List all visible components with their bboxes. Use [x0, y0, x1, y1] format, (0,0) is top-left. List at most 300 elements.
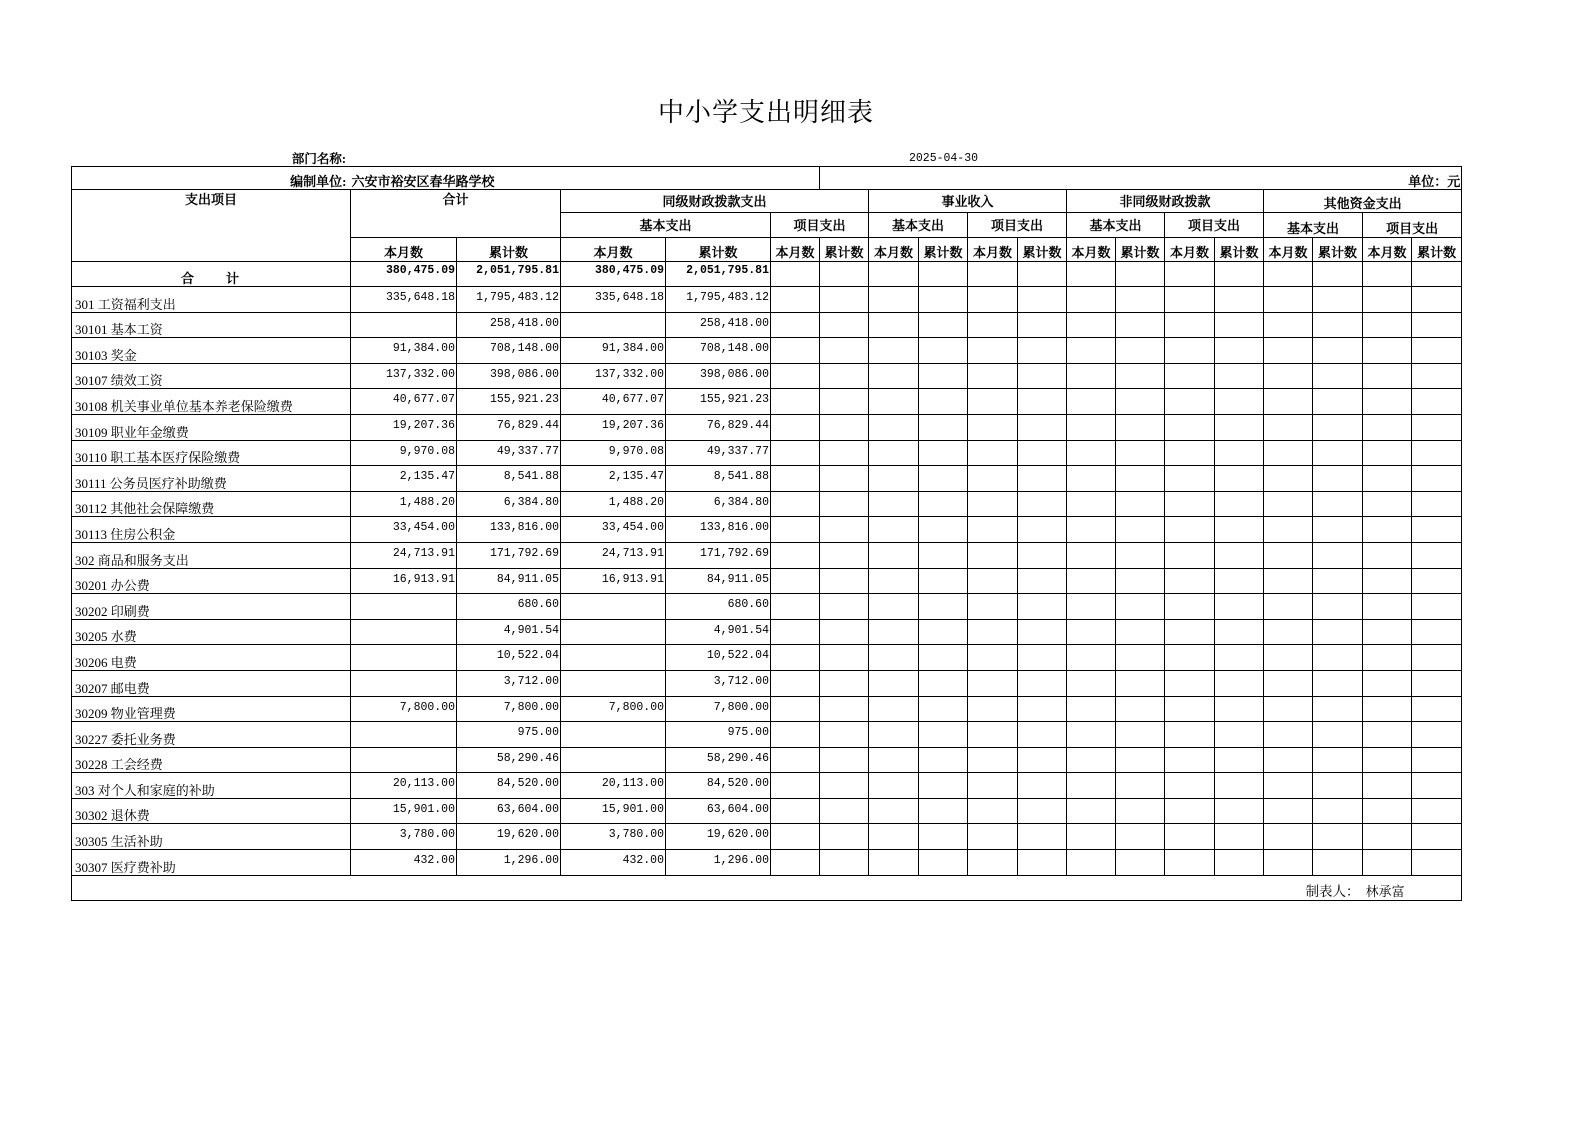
empty-cell	[919, 542, 968, 568]
preparer-label: 制表人：	[1305, 883, 1360, 899]
empty-cell	[968, 619, 1018, 645]
empty-cell	[820, 619, 869, 645]
empty-cell	[919, 594, 968, 620]
empty-cell	[1363, 363, 1412, 389]
row-label: 30112 其他社会保障缴费	[72, 491, 351, 517]
empty-cell	[1116, 696, 1165, 722]
total-month-value: 91,384.00	[351, 338, 457, 364]
empty-cell	[1067, 747, 1116, 773]
empty-cell	[919, 773, 968, 799]
empty-cell	[1264, 850, 1313, 876]
empty-cell	[771, 262, 820, 287]
empty-cell	[1313, 645, 1363, 671]
same-level-basic-cumulative-value: 1,296.00	[666, 850, 771, 876]
same-level-basic-cumulative-value: 3,712.00	[666, 670, 771, 696]
empty-cell	[1412, 850, 1462, 876]
header-same-level-project: 项目支出	[771, 213, 869, 238]
empty-cell	[1363, 440, 1412, 466]
total-month-value: 20,113.00	[351, 773, 457, 799]
empty-cell	[869, 287, 919, 313]
row-label: 30201 办公费	[72, 568, 351, 594]
table-row	[72, 619, 1462, 645]
total-month-value	[351, 645, 457, 671]
empty-cell	[1018, 414, 1067, 440]
same-level-basic-month-value: 33,454.00	[561, 517, 666, 543]
empty-cell	[820, 287, 869, 313]
empty-cell	[1215, 824, 1264, 850]
empty-cell	[1215, 287, 1264, 313]
empty-cell	[820, 568, 869, 594]
empty-cell	[1313, 594, 1363, 620]
total-month-value: 19,207.36	[351, 414, 457, 440]
table-row	[72, 312, 1462, 338]
empty-cell	[1412, 287, 1462, 313]
row-label: 30227 委托业务费	[72, 722, 351, 748]
empty-cell	[771, 338, 820, 364]
empty-cell	[1018, 722, 1067, 748]
total-cumulative-value: 2,051,795.81	[457, 262, 561, 287]
empty-cell	[1412, 645, 1462, 671]
empty-cell	[1018, 363, 1067, 389]
empty-cell	[1165, 389, 1215, 415]
empty-cell	[919, 670, 968, 696]
empty-cell	[1412, 722, 1462, 748]
empty-cell	[1313, 466, 1363, 492]
same-level-basic-cumulative-value: 10,522.04	[666, 645, 771, 671]
total-cumulative-value: 708,148.00	[457, 338, 561, 364]
total-month-value: 40,677.07	[351, 389, 457, 415]
empty-cell	[968, 287, 1018, 313]
empty-cell	[1313, 262, 1363, 287]
empty-cell	[1116, 338, 1165, 364]
empty-cell	[869, 619, 919, 645]
empty-cell	[1313, 363, 1363, 389]
same-level-basic-cumulative-value: 8,541.88	[666, 466, 771, 492]
empty-cell	[1363, 747, 1412, 773]
empty-cell	[771, 363, 820, 389]
empty-cell	[1116, 850, 1165, 876]
empty-cell	[869, 517, 919, 543]
empty-cell	[1412, 312, 1462, 338]
empty-cell	[1067, 722, 1116, 748]
empty-cell	[1067, 312, 1116, 338]
row-label: 302 商品和服务支出	[72, 542, 351, 568]
empty-cell	[1215, 517, 1264, 543]
empty-cell	[1165, 824, 1215, 850]
preparer-label-cell	[1305, 875, 1363, 900]
total-cumulative-value: 84,911.05	[457, 568, 561, 594]
same-level-basic-cumulative-value: 155,921.23	[666, 389, 771, 415]
table-row	[72, 389, 1462, 415]
same-level-basic-cumulative-value: 4,901.54	[666, 619, 771, 645]
empty-cell	[771, 798, 820, 824]
empty-cell	[1067, 645, 1116, 671]
empty-cell	[1264, 287, 1313, 313]
empty-cell	[1363, 722, 1412, 748]
empty-cell	[1313, 747, 1363, 773]
empty-cell	[1363, 491, 1412, 517]
empty-cell	[1313, 542, 1363, 568]
table-row	[72, 850, 1462, 876]
empty-cell	[1264, 363, 1313, 389]
total-cumulative-value: 4,901.54	[457, 619, 561, 645]
empty-cell	[1363, 670, 1412, 696]
empty-cell	[869, 798, 919, 824]
empty-cell	[919, 389, 968, 415]
empty-cell	[869, 542, 919, 568]
row-label: 30108 机关事业单位基本养老保险缴费	[72, 389, 351, 415]
empty-cell	[1264, 312, 1313, 338]
empty-cell	[1165, 491, 1215, 517]
empty-cell	[1412, 824, 1462, 850]
empty-cell	[1018, 517, 1067, 543]
empty-cell	[968, 491, 1018, 517]
total-month-value	[351, 670, 457, 696]
empty-cell	[1215, 568, 1264, 594]
empty-cell	[968, 466, 1018, 492]
department-label: 部门名称:	[291, 152, 346, 166]
empty-cell	[1067, 798, 1116, 824]
table-row	[72, 670, 1462, 696]
empty-cell	[1067, 491, 1116, 517]
empty-cell	[771, 645, 820, 671]
empty-cell	[1116, 619, 1165, 645]
empty-cell	[820, 824, 869, 850]
empty-cell	[1264, 491, 1313, 517]
empty-cell	[1264, 338, 1313, 364]
empty-cell	[1215, 850, 1264, 876]
same-level-basic-month-value: 432.00	[561, 850, 666, 876]
table-row	[72, 645, 1462, 671]
table-row	[72, 414, 1462, 440]
row-label: 30209 物业管理费	[72, 696, 351, 722]
preparer-label-clip	[1305, 883, 1360, 900]
empty-cell	[1313, 670, 1363, 696]
empty-cell	[1363, 466, 1412, 492]
empty-cell	[919, 798, 968, 824]
empty-cell	[1215, 262, 1264, 287]
table-row	[72, 824, 1462, 850]
empty-cell	[1412, 517, 1462, 543]
empty-cell	[1363, 850, 1412, 876]
empty-cell	[1018, 287, 1067, 313]
business-basic-month-header: 本月数	[869, 238, 919, 262]
empty-cell	[1116, 466, 1165, 492]
empty-cell	[869, 747, 919, 773]
empty-cell	[1215, 645, 1264, 671]
same-level-basic-month-value: 3,780.00	[561, 824, 666, 850]
empty-cell	[1313, 389, 1363, 415]
empty-cell	[1067, 670, 1116, 696]
empty-cell	[1116, 363, 1165, 389]
empty-cell	[1067, 363, 1116, 389]
same-level-basic-month-value	[561, 312, 666, 338]
empty-cell	[1412, 338, 1462, 364]
total-month-value: 33,454.00	[351, 517, 457, 543]
empty-cell	[820, 338, 869, 364]
empty-cell	[869, 670, 919, 696]
same-level-basic-month-value: 16,913.91	[561, 568, 666, 594]
empty-cell	[919, 363, 968, 389]
report-title: 中小学支出明细表	[657, 98, 874, 127]
empty-cell	[869, 568, 919, 594]
empty-cell	[1313, 850, 1363, 876]
same-level-basic-cumulative-value: 63,604.00	[666, 798, 771, 824]
empty-cell	[1264, 594, 1313, 620]
empty-cell	[1363, 312, 1412, 338]
empty-cell	[869, 414, 919, 440]
empty-cell	[1412, 747, 1462, 773]
empty-cell	[820, 747, 869, 773]
empty-cell	[1165, 594, 1215, 620]
empty-cell	[771, 542, 820, 568]
total-month-value: 15,901.00	[351, 798, 457, 824]
empty-cell	[1363, 568, 1412, 594]
total-month-value: 24,713.91	[351, 542, 457, 568]
total-month-value	[351, 312, 457, 338]
empty-cell	[1116, 542, 1165, 568]
total-cumulative-header: 累计数	[457, 238, 561, 262]
table-row	[72, 491, 1462, 517]
empty-cell	[1264, 517, 1313, 543]
business-project-month-header: 本月数	[968, 238, 1018, 262]
same-level-basic-month-value	[561, 645, 666, 671]
business-project-cumulative-header: 累计数	[1018, 238, 1067, 262]
empty-cell	[1412, 491, 1462, 517]
table-row	[72, 747, 1462, 773]
same-level-basic-cumulative-value: 171,792.69	[666, 542, 771, 568]
empty-cell	[1165, 466, 1215, 492]
empty-cell	[1018, 773, 1067, 799]
empty-cell	[1264, 798, 1313, 824]
empty-cell	[1313, 517, 1363, 543]
total-month-value: 380,475.09	[351, 262, 457, 287]
total-month-value	[351, 747, 457, 773]
empty-cell	[1067, 287, 1116, 313]
empty-cell	[1018, 619, 1067, 645]
empty-cell	[869, 363, 919, 389]
empty-cell	[820, 722, 869, 748]
same-level-basic-cumulative-value: 19,620.00	[666, 824, 771, 850]
empty-cell	[968, 338, 1018, 364]
empty-cell	[1165, 262, 1215, 287]
empty-cell	[1412, 670, 1462, 696]
empty-cell	[1412, 542, 1462, 568]
total-cumulative-value: 49,337.77	[457, 440, 561, 466]
empty-cell	[919, 491, 968, 517]
empty-cell	[1313, 440, 1363, 466]
empty-cell	[1067, 696, 1116, 722]
empty-cell	[1018, 338, 1067, 364]
empty-cell	[771, 287, 820, 313]
empty-cell	[968, 798, 1018, 824]
empty-cell	[820, 696, 869, 722]
empty-cell	[820, 542, 869, 568]
total-cumulative-value: 398,086.00	[457, 363, 561, 389]
row-label: 30307 医疗费补助	[72, 850, 351, 876]
table-row	[72, 363, 1462, 389]
empty-cell	[1264, 773, 1313, 799]
header-group-same-level-appropriation: 同级财政拨款支出	[561, 190, 869, 213]
empty-cell	[771, 773, 820, 799]
row-label: 30109 职业年金缴费	[72, 414, 351, 440]
empty-cell	[1116, 440, 1165, 466]
currency-unit: 单位：元	[820, 167, 1462, 190]
empty-cell	[869, 338, 919, 364]
empty-cell	[1313, 696, 1363, 722]
empty-cell	[820, 312, 869, 338]
same-level-basic-month-value: 91,384.00	[561, 338, 666, 364]
empty-cell	[1215, 619, 1264, 645]
empty-cell	[1067, 389, 1116, 415]
empty-cell	[869, 696, 919, 722]
header-non-same-level-project: 项目支出	[1165, 213, 1264, 238]
empty-cell	[919, 287, 968, 313]
empty-cell	[1018, 670, 1067, 696]
total-month-value: 9,970.08	[351, 440, 457, 466]
empty-cell	[1165, 542, 1215, 568]
total-month-header: 本月数	[351, 238, 457, 262]
empty-cell	[1412, 798, 1462, 824]
empty-cell	[1313, 798, 1363, 824]
row-label: 30111 公务员医疗补助缴费	[72, 466, 351, 492]
empty-cell	[1067, 542, 1116, 568]
empty-cell	[1116, 824, 1165, 850]
empty-cell	[771, 389, 820, 415]
empty-cell	[771, 491, 820, 517]
empty-cell	[820, 594, 869, 620]
empty-cell	[820, 850, 869, 876]
empty-cell	[869, 440, 919, 466]
empty-cell	[1165, 517, 1215, 543]
empty-cell	[1363, 619, 1412, 645]
row-label: 合 计	[72, 262, 351, 287]
same-level-basic-month-value: 19,207.36	[561, 414, 666, 440]
empty-cell	[1412, 568, 1462, 594]
header-group-business-income: 事业收入	[869, 190, 1067, 213]
same-level-basic-month-header: 本月数	[561, 238, 666, 262]
empty-cell	[1116, 773, 1165, 799]
empty-cell	[968, 440, 1018, 466]
empty-cell	[1116, 262, 1165, 287]
empty-cell	[919, 312, 968, 338]
table-row	[72, 466, 1462, 492]
empty-cell	[1412, 262, 1462, 287]
empty-cell	[1412, 773, 1462, 799]
empty-cell	[968, 312, 1018, 338]
same-level-basic-month-value	[561, 747, 666, 773]
empty-cell	[968, 670, 1018, 696]
row-label: 30103 奖金	[72, 338, 351, 364]
header-same-level-basic: 基本支出	[561, 213, 771, 238]
total-cumulative-value: 133,816.00	[457, 517, 561, 543]
empty-cell	[1313, 619, 1363, 645]
empty-cell	[968, 747, 1018, 773]
empty-cell	[1165, 645, 1215, 671]
empty-cell	[1067, 773, 1116, 799]
empty-cell	[1067, 517, 1116, 543]
empty-cell	[1165, 619, 1215, 645]
empty-cell	[1018, 491, 1067, 517]
empty-cell	[1215, 466, 1264, 492]
empty-cell	[1116, 645, 1165, 671]
empty-cell	[968, 262, 1018, 287]
preparer-name: 林承富	[1363, 875, 1462, 900]
empty-cell	[1313, 773, 1363, 799]
empty-cell	[1215, 798, 1264, 824]
header-business-project: 项目支出	[968, 213, 1067, 238]
other-project-month-header: 本月数	[1363, 238, 1412, 262]
empty-cell	[1018, 824, 1067, 850]
row-label: 30113 住房公积金	[72, 517, 351, 543]
empty-cell	[968, 773, 1018, 799]
empty-cell	[1363, 414, 1412, 440]
empty-cell	[919, 824, 968, 850]
empty-cell	[1165, 696, 1215, 722]
other-basic-month-header: 本月数	[1264, 238, 1313, 262]
header-non-same-level-basic: 基本支出	[1067, 213, 1165, 238]
empty-cell	[1165, 722, 1215, 748]
footer-row	[72, 875, 1462, 900]
total-month-value: 432.00	[351, 850, 457, 876]
table-row	[72, 594, 1462, 620]
row-label: 30107 绩效工资	[72, 363, 351, 389]
empty-cell	[968, 824, 1018, 850]
empty-cell	[1313, 491, 1363, 517]
empty-cell	[1067, 440, 1116, 466]
empty-cell	[968, 850, 1018, 876]
total-cumulative-value: 155,921.23	[457, 389, 561, 415]
empty-cell	[1264, 722, 1313, 748]
non-same-level-basic-month-header: 本月数	[1067, 238, 1116, 262]
empty-cell	[771, 696, 820, 722]
empty-cell	[1363, 389, 1412, 415]
empty-cell	[1215, 440, 1264, 466]
empty-cell	[1018, 312, 1067, 338]
same-level-basic-cumulative-value: 398,086.00	[666, 363, 771, 389]
empty-cell	[1165, 670, 1215, 696]
empty-cell	[1165, 287, 1215, 313]
empty-cell	[771, 466, 820, 492]
empty-cell	[820, 440, 869, 466]
empty-cell	[1215, 491, 1264, 517]
empty-cell	[1018, 798, 1067, 824]
report-date: 2025-04-30	[909, 152, 979, 165]
empty-cell	[1264, 747, 1313, 773]
empty-cell	[1264, 645, 1313, 671]
empty-cell	[1215, 389, 1264, 415]
empty-cell	[869, 850, 919, 876]
empty-cell	[1116, 747, 1165, 773]
header-business-basic: 基本支出	[869, 213, 968, 238]
empty-cell	[1363, 645, 1412, 671]
empty-cell	[771, 619, 820, 645]
empty-cell	[1215, 670, 1264, 696]
empty-cell	[820, 670, 869, 696]
empty-cell	[1165, 338, 1215, 364]
empty-cell	[1412, 619, 1462, 645]
empty-cell	[771, 312, 820, 338]
empty-cell	[820, 262, 869, 287]
expenditure-table	[71, 166, 1462, 901]
empty-cell	[1313, 287, 1363, 313]
empty-cell	[1116, 798, 1165, 824]
empty-cell	[1165, 312, 1215, 338]
empty-cell	[1067, 824, 1116, 850]
empty-cell	[968, 568, 1018, 594]
empty-cell	[1412, 414, 1462, 440]
empty-cell	[1116, 568, 1165, 594]
